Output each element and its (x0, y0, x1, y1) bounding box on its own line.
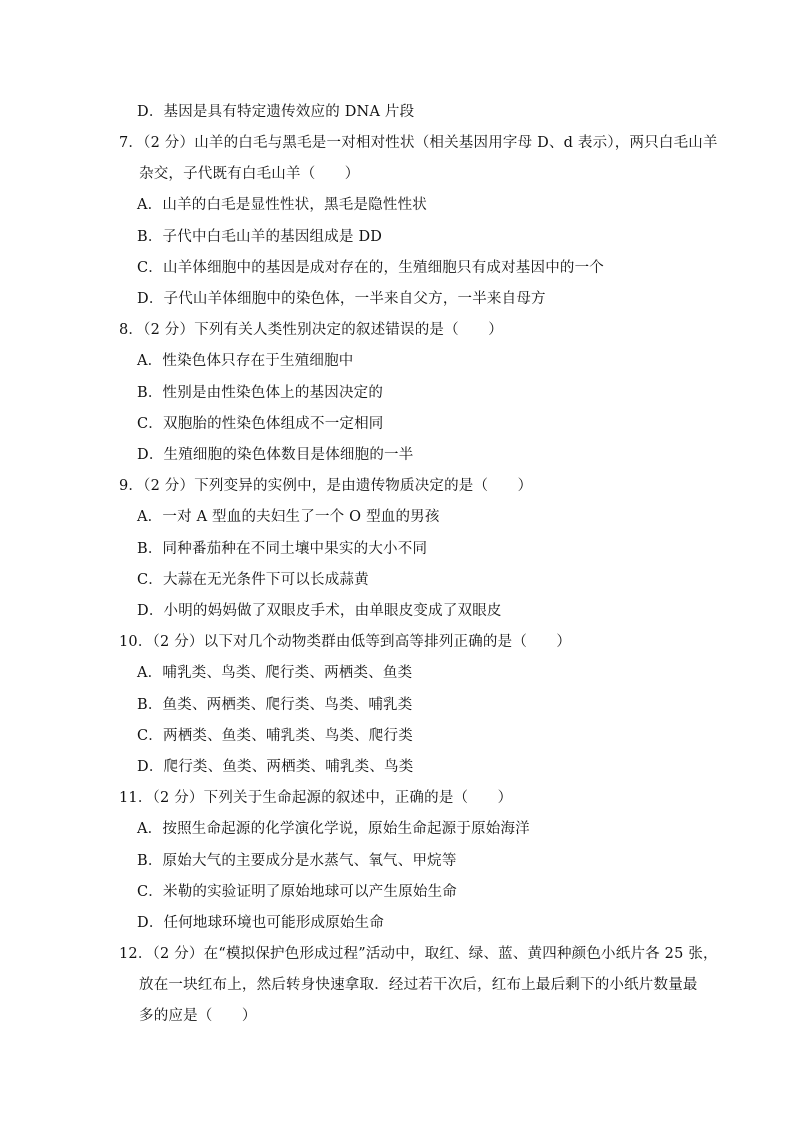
q7-option-b: B．子代中白毛山羊的基因组成是 DD (137, 229, 383, 245)
question-7-stem: 7．（2 分）山羊的白毛与黑毛是一对相对性状（相关基因用字母 D、d 表示），两只白毛山羊 (119, 135, 718, 151)
q10-option-b: B．鱼类、两栖类、爬行类、鸟类、哺乳类 (137, 697, 413, 713)
q10-option-d: D．爬行类、鱼类、两栖类、哺乳类、鸟类 (137, 759, 414, 775)
q10-option-a: A．哺乳类、鸟类、爬行类、两栖类、鱼类 (137, 665, 413, 681)
question-10-stem: 10．（2 分）以下对几个动物类群由低等到高等排列正确的是（ ） (119, 634, 572, 650)
q11-option-c: C．米勒的实验证明了原始地球可以产生原始生命 (137, 884, 457, 900)
question-12-stem-continued-2: 多的应是（ ） (139, 1008, 257, 1024)
q8-option-a: A．性染色体只存在于生殖细胞中 (137, 353, 354, 369)
q10-option-c: C．两栖类、鱼类、哺乳类、鸟类、爬行类 (137, 728, 413, 744)
q9-option-d: D．小明的妈妈做了双眼皮手术，由单眼皮变成了双眼皮 (137, 603, 502, 619)
q9-option-b: B．同种番茄种在不同土壤中果实的大小不同 (137, 541, 428, 557)
q9-option-a: A．一对 A 型血的夫妇生了一个 O 型血的男孩 (137, 509, 440, 525)
q7-option-c: C．山羊体细胞中的基因是成对存在的，生殖细胞只有成对基因中的一个 (137, 260, 604, 276)
q8-option-b: B．性别是由性染色体上的基因决定的 (137, 385, 384, 401)
q11-option-d: D．任何地球环境也可能形成原始生命 (137, 915, 385, 931)
q8-option-c: C．双胞胎的性染色体组成不一定相同 (137, 416, 384, 432)
q7-option-a: A．山羊的白毛是显性性状，黑毛是隐性性状 (137, 197, 427, 213)
q11-option-b: B．原始大气的主要成分是水蒸气、氧气、甲烷等 (137, 853, 457, 869)
q11-option-a: A．按照生命起源的化学演化学说，原始生命起源于原始海洋 (137, 821, 530, 837)
question-12-stem-continued-1: 放在一块红布上，然后转身快速拿取．经过若干次后，红布上最后剩下的小纸片数量最 (139, 977, 698, 993)
question-12-stem: 12．（2 分）在“模拟保护色形成过程”活动中，取红、绿、蓝、黄四种颜色小纸片各 25 张， (119, 946, 718, 962)
question-7-stem-continued: 杂交，子代既有白毛山羊（ ） (139, 166, 360, 182)
q9-option-c: C．大蒜在无光条件下可以长成蒜黄 (137, 572, 369, 588)
q6-option-d: D．基因是具有特定遗传效应的 DNA 片段 (137, 104, 415, 120)
q7-option-d: D．子代山羊体细胞中的染色体，一半来自父方，一半来自母方 (137, 291, 546, 307)
question-11-stem: 11．（2 分）下列关于生命起源的叙述中，正确的是（ ） (119, 790, 513, 806)
question-9-stem: 9．（2 分）下列变异的实例中，是由遗传物质决定的是（ ） (119, 478, 533, 494)
q8-option-d: D．生殖细胞的染色体数目是体细胞的一半 (137, 447, 414, 463)
question-8-stem: 8．（2 分）下列有关人类性别决定的叙述错误的是（ ） (119, 322, 503, 338)
